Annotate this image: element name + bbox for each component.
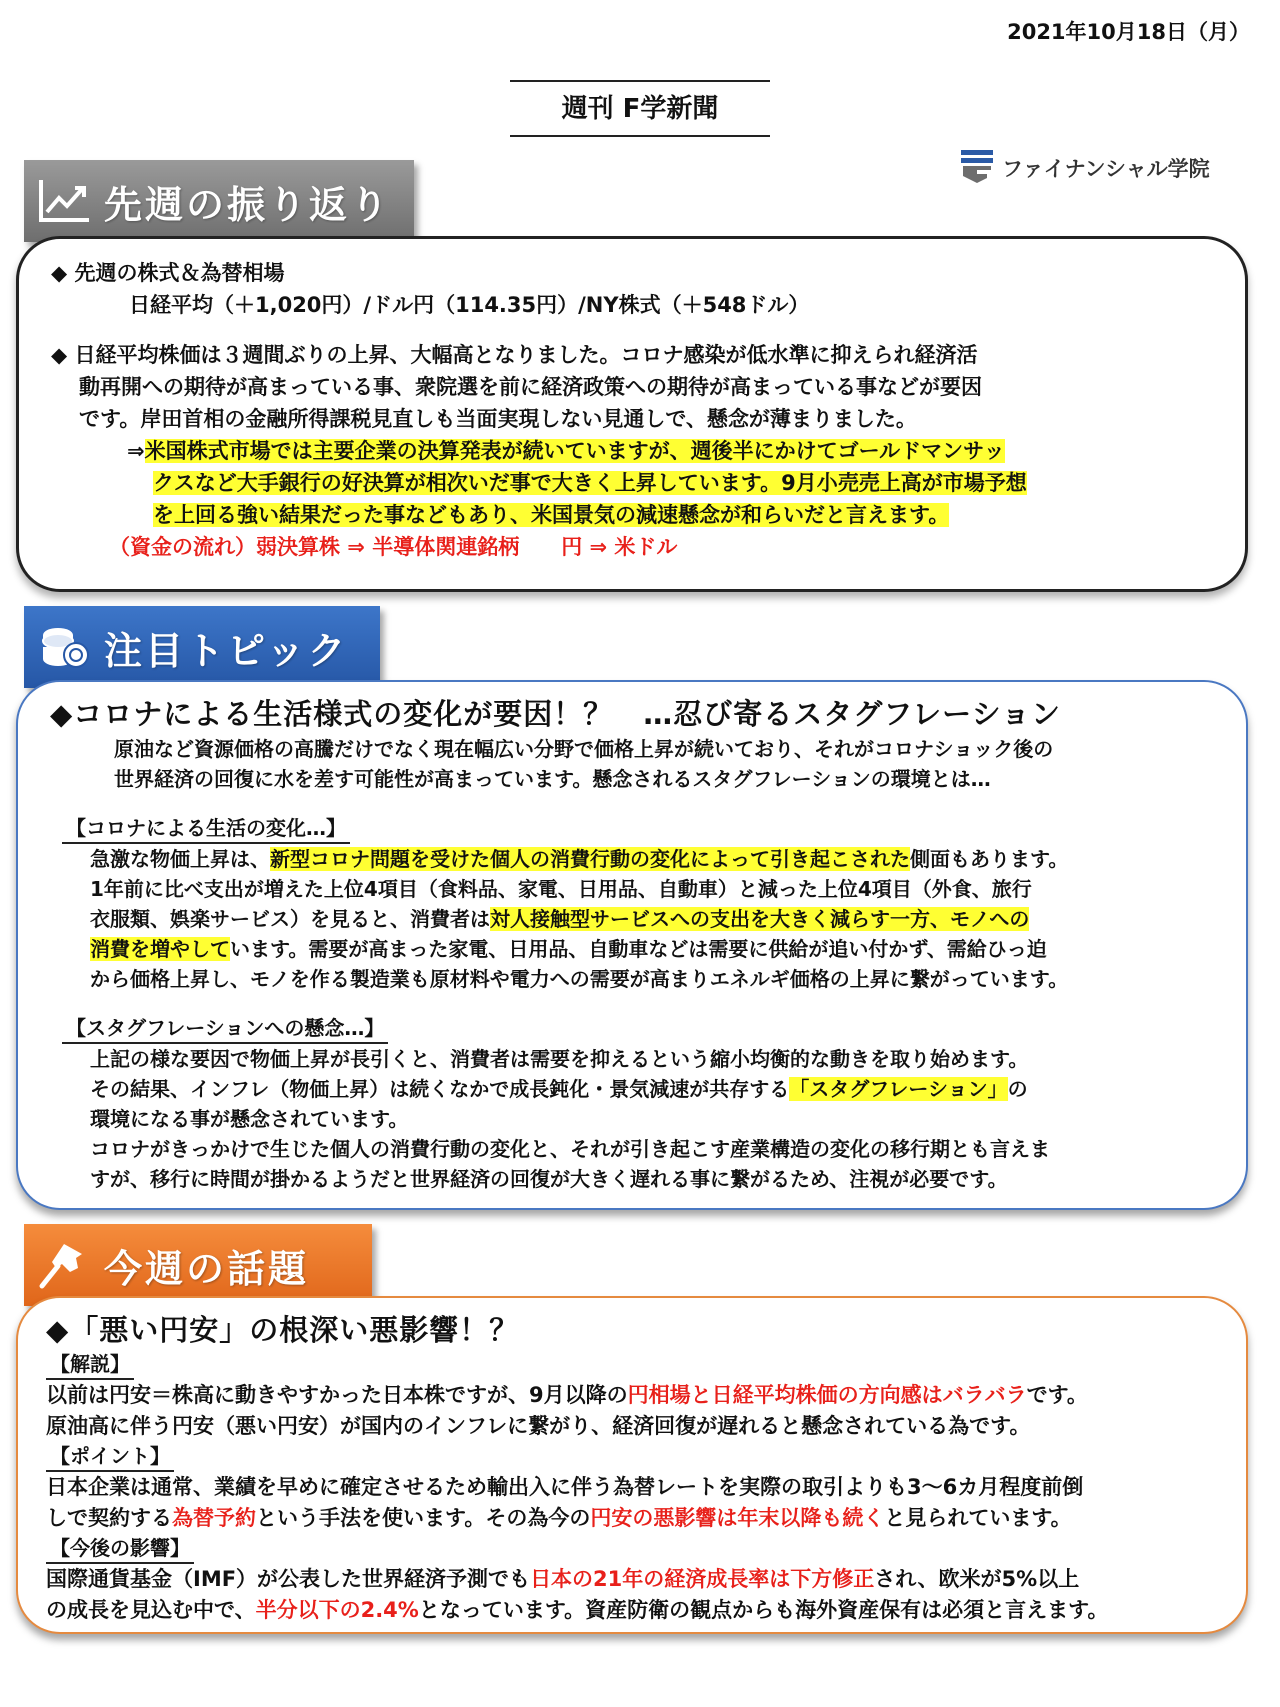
coins-icon [24, 625, 104, 669]
body-text: その結果、インフレ（物価上昇）は続くなかで成長鈍化・景気減速が共存する [90, 1077, 790, 1101]
highlight-text: 新型コロナ問題を受けた個人の消費行動の変化によって引き起こされた [270, 847, 910, 871]
body-text: います。需要が高まった家電、日用品、自動車などは需要に供給が追い付かず、需給ひっ迫 [230, 937, 1047, 961]
body-line: すが、移行に時間が掛かるようだと世界経済の回復が大きく遅れる事に繋がるため、注視が必要です。 [90, 1167, 1008, 1191]
newsletter-title: 週刊 F学新聞 [510, 80, 770, 137]
body-line: 環境になる事が懸念されています。 [90, 1107, 409, 1131]
body-text: 急激な物価上昇は、 [90, 847, 270, 871]
brand-logo [960, 148, 1210, 188]
red-emphasis: 円相場と日経平均株価の方向感はバラバラ [627, 1383, 1027, 1407]
subheading-life-change: 【コロナによる生活の変化…】 [62, 814, 350, 844]
body-text: しで契約する [46, 1506, 172, 1530]
body-text: という手法を使います。その為今の [256, 1506, 591, 1530]
subheading-explanation: 【解説】 [46, 1350, 134, 1380]
nikkei-commentary-line: ◆ 日経平均株価は３週間ぶりの上昇、大幅高となりました。コロナ感染が低水準に抑えられ経済活 [51, 343, 978, 367]
nikkei-commentary-line: 動再開への期待が高まっている事、衆院選を前に経済政策への期待が高まっている事などが要因 [79, 375, 982, 399]
nikkei-commentary-line: です。岸田首相の金融所得課税見直しも当面実現しない見通しで、懸念が薄まりました。 [79, 407, 917, 431]
body-line: 原油高に伴う円安（悪い円安）が国内のインフレに繋がり、経済回復が遅れると懸念されている為です。 [46, 1414, 1031, 1438]
subheading-stagflation: 【スタグフレーションへの懸念…】 [62, 1014, 388, 1044]
body-text: の成長を見込む中で、 [46, 1598, 256, 1622]
body-line: 1年前に比べ支出が増えた上位4項目（食料品、家電、日用品、自動車）と減った上位4項目（外食、旅行 [90, 877, 1032, 901]
body-text: の [1007, 1077, 1028, 1101]
body-text: 国際通貨基金（IMF）が公表した世界経済予測でも [46, 1567, 531, 1591]
red-emphasis: 為替予約 [172, 1506, 256, 1530]
pushpin-icon [24, 1240, 104, 1290]
section-title: 先週の振り返り [104, 182, 392, 227]
body-line: 日本企業は通常、業績を早めに確定させるため輸出入に伴う為替レートを実際の取引よりも3～6カ月程度前倒 [46, 1475, 1084, 1499]
body-text: です。 [1026, 1383, 1088, 1407]
body-text: 衣服類、娯楽サービス）を見ると、消費者は [90, 907, 490, 931]
body-text: と見られています。 [884, 1506, 1072, 1530]
section-title: 注目トピック [104, 628, 349, 673]
chart-up-icon [24, 178, 104, 224]
highlight-text: 消費を増やして [90, 937, 230, 961]
body-line: から価格上昇し、モノを作る製造業も原材料や電力への需要が高まりエネルギ価格の上昇に繋がっています。 [90, 967, 1069, 991]
brand-mark-icon [960, 148, 994, 188]
section-header-topic [24, 606, 380, 688]
topic-panel [16, 680, 1248, 1210]
this-week-panel [16, 1296, 1248, 1634]
subheading-point: 【ポイント】 [46, 1442, 174, 1472]
red-emphasis: 日本の21年の経済成長率は下方修正 [530, 1567, 875, 1591]
red-emphasis: 半分以下の2.4% [255, 1598, 419, 1622]
us-market-highlight: クスなど大手銀行の好決算が相次いだ事で大きく上昇しています。9月小売売上高が市場予想 [153, 471, 1027, 495]
body-text: され、欧米が5%以上 [874, 1567, 1080, 1591]
red-emphasis: 円安の悪影響は年末以降も続く [590, 1506, 885, 1530]
market-values: 日経平均（＋1,020円）/ドル円（114.35円）/NY株式（＋548ドル） [129, 293, 810, 317]
arrow-symbol: ⇒ [127, 439, 145, 463]
issue-date: 2021年10月18日（月） [1007, 20, 1250, 44]
topic-title: ◆「悪い円安」の根深い悪影響！？ [46, 1313, 520, 1347]
body-text: 以前は円安＝株高に動きやすかった日本株ですが、9月以降の [46, 1383, 628, 1407]
body-text: 側面もあります。 [910, 847, 1069, 871]
topic-intro-line: 世界経済の回復に水を差す可能性が高まっています。懸念されるスタグフレーションの環境とは… [114, 767, 991, 791]
highlight-text: 対人接触型サービスへの支出を大きく減らす一方、モノへの [490, 907, 1030, 931]
body-line: コロナがきっかけで生じた個人の消費行動の変化と、それが引き起こす産業構造の変化の移行期とも言えま [90, 1137, 1050, 1161]
topic-title: ◆コロナによる生活様式の変化が要因！？ …忍び寄るスタグフレーション [50, 697, 1061, 731]
body-text: となっています。資産防衛の観点からも海外資産保有は必須と言えます。 [418, 1598, 1109, 1622]
last-week-panel [16, 236, 1248, 592]
us-market-highlight: を上回る強い結果だった事などもあり、米国景気の減速懸念が和らいだと言えます。 [153, 503, 950, 527]
body-line: 上記の様な要因で物価上昇が長引くと、消費者は需要を抑えるという縮小均衡的な動きを取り始めます。 [90, 1047, 1029, 1071]
subheading-future-impact: 【今後の影響】 [46, 1534, 194, 1564]
section-header-this-week [24, 1224, 372, 1306]
highlight-text: 「スタグフレーション」 [789, 1077, 1008, 1101]
brand-name: ファイナンシャル学院 [1002, 157, 1210, 181]
topic-intro-line: 原油など資源価格の高騰だけでなく現在幅広い分野で価格上昇が続いており、それがコロナショック後の [114, 737, 1054, 761]
us-market-highlight: 米国株式市場では主要企業の決算発表が続いていますが、週後半にかけてゴールドマンサッ [144, 439, 1005, 463]
market-heading: ◆ 先週の株式＆為替相場 [51, 261, 285, 285]
section-header-last-week [24, 160, 414, 242]
money-flow: （資金の流れ）弱決算株 ⇒ 半導体関連銘柄 円 ⇒ 米ドル [109, 535, 678, 559]
section-title: 今週の話題 [104, 1246, 310, 1291]
